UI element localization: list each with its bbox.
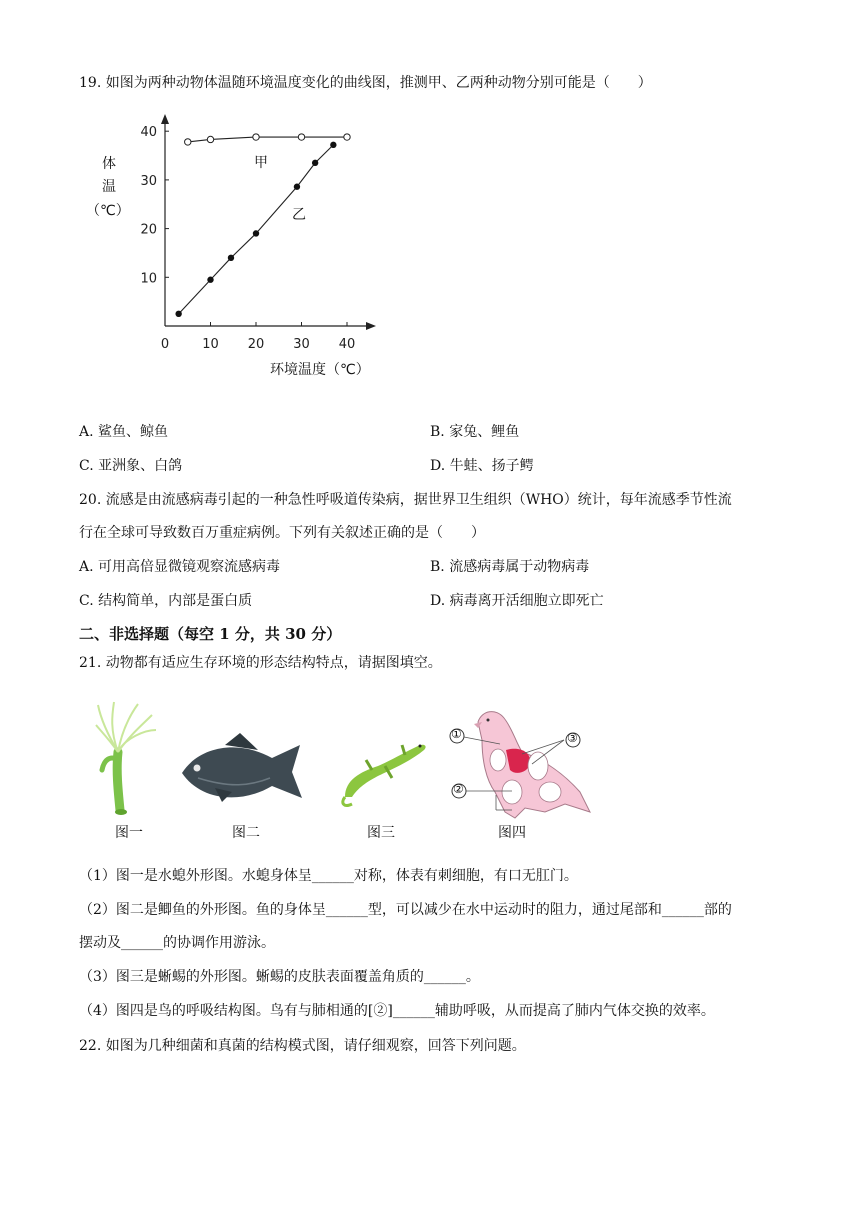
q19-stem: 19. 如图为两种动物体温随环境温度变化的曲线图，推测甲、乙两种动物分别可能是（ ） xyxy=(79,75,652,91)
data-point-filled xyxy=(175,311,181,317)
bird-marker-2: ② xyxy=(453,782,464,796)
y-axis-label-1: 体 xyxy=(102,156,116,172)
data-point-filled xyxy=(294,184,300,190)
x-tick-label: 30 xyxy=(293,337,310,352)
data-point-filled xyxy=(330,142,336,148)
y-tick-label: 20 xyxy=(140,222,157,238)
y-axis-label-2: 温 xyxy=(102,179,116,195)
data-point-open xyxy=(298,134,304,140)
data-point-filled xyxy=(207,277,213,283)
fig4-label: 图四 xyxy=(498,825,526,841)
x-tick-label: 40 xyxy=(338,337,356,352)
fig1-label: 图一 xyxy=(115,825,143,841)
bird-marker-3: ③ xyxy=(567,731,578,745)
hydra-figure xyxy=(96,702,156,815)
data-point-open xyxy=(344,134,350,140)
q19-option-c: C. 亚洲象、白鸽 xyxy=(79,458,183,474)
bird-marker-1: ① xyxy=(451,727,462,741)
lizard-figure xyxy=(343,745,426,806)
data-point-open xyxy=(253,134,259,140)
series-label-jia: 甲 xyxy=(254,155,268,171)
data-point-filled xyxy=(312,160,318,166)
q20-stem-line2: 行在全球可导致数百万重症病例。下列有关叙述正确的是（ ） xyxy=(79,525,485,541)
q19-option-a: A. 鲨鱼、鲸鱼 xyxy=(79,424,169,440)
series-label-yi: 乙 xyxy=(292,207,306,223)
fig2-label: 图二 xyxy=(232,825,260,841)
q20-stem-line1: 20. 流感是由流感病毒引起的一种急性呼吸道传染病，据世界卫生组织（WHO）统计，每年流感季节性流 xyxy=(79,492,732,508)
y-tick-label: 10 xyxy=(140,271,157,287)
data-point-filled xyxy=(253,230,259,236)
q22-stem: 22. 如图为几种细菌和真菌的结构模式图，请仔细观察，回答下列问题。 xyxy=(79,1038,526,1054)
y-axis-label-unit: （℃） xyxy=(86,203,130,219)
q20-option-c: C. 结构简单，内部是蛋白质 xyxy=(79,593,253,609)
x-tick-label: 20 xyxy=(247,337,265,352)
q20-option-d: D. 病毒离开活细胞立即死亡 xyxy=(430,593,604,609)
y-tick-label: 30 xyxy=(140,173,157,189)
q20-option-b: B. 流感病毒属于动物病毒 xyxy=(430,559,590,575)
x-tick-label: 0 xyxy=(160,337,170,352)
section-heading: 二、非选择题（每空 1 分，共 30 分） xyxy=(79,625,342,643)
q19-option-b: B. 家兔、鲤鱼 xyxy=(430,424,520,440)
q19-option-d: D. 牛蛙、扬子鳄 xyxy=(430,458,534,474)
y-axis-arrow xyxy=(161,114,169,124)
q20-option-a: A. 可用高倍显微镜观察流感病毒 xyxy=(79,559,281,575)
data-point-open xyxy=(207,136,213,142)
q21-sub3: （3）图三是蜥蜴的外形图。蜥蜴的皮肤表面覆盖角质的______。 xyxy=(79,969,480,985)
q21-stem: 21. 动物都有适应生存环境的形态结构特点，请据图填空。 xyxy=(79,655,442,671)
fig3-label: 图三 xyxy=(367,825,395,841)
q21-sub2-line2: 摆动及______的协调作用游泳。 xyxy=(79,935,275,951)
x-axis-label: 环境温度（℃） xyxy=(270,362,370,378)
x-axis-arrow xyxy=(366,322,376,330)
q21-sub2-line1: （2）图二是鲫鱼的外形图。鱼的身体呈______型，可以减少在水中运动时的阻力，通过尾部和______部的 xyxy=(79,902,732,918)
carp-figure xyxy=(182,733,302,802)
q21-sub4: （4）图四是鸟的呼吸结构图。鸟有与肺相通的[②]______辅助呼吸，从而提高了肺内气体交换的效率。 xyxy=(79,1003,715,1019)
q21-sub1: （1）图一是水螅外形图。水螅身体呈______对称，体表有刺细胞，有口无肛门。 xyxy=(79,868,578,884)
y-tick-label: 40 xyxy=(140,125,157,141)
data-point-open xyxy=(185,139,191,145)
pigeon-figure xyxy=(450,712,590,818)
x-tick-label: 10 xyxy=(202,337,219,352)
data-point-filled xyxy=(228,255,234,261)
